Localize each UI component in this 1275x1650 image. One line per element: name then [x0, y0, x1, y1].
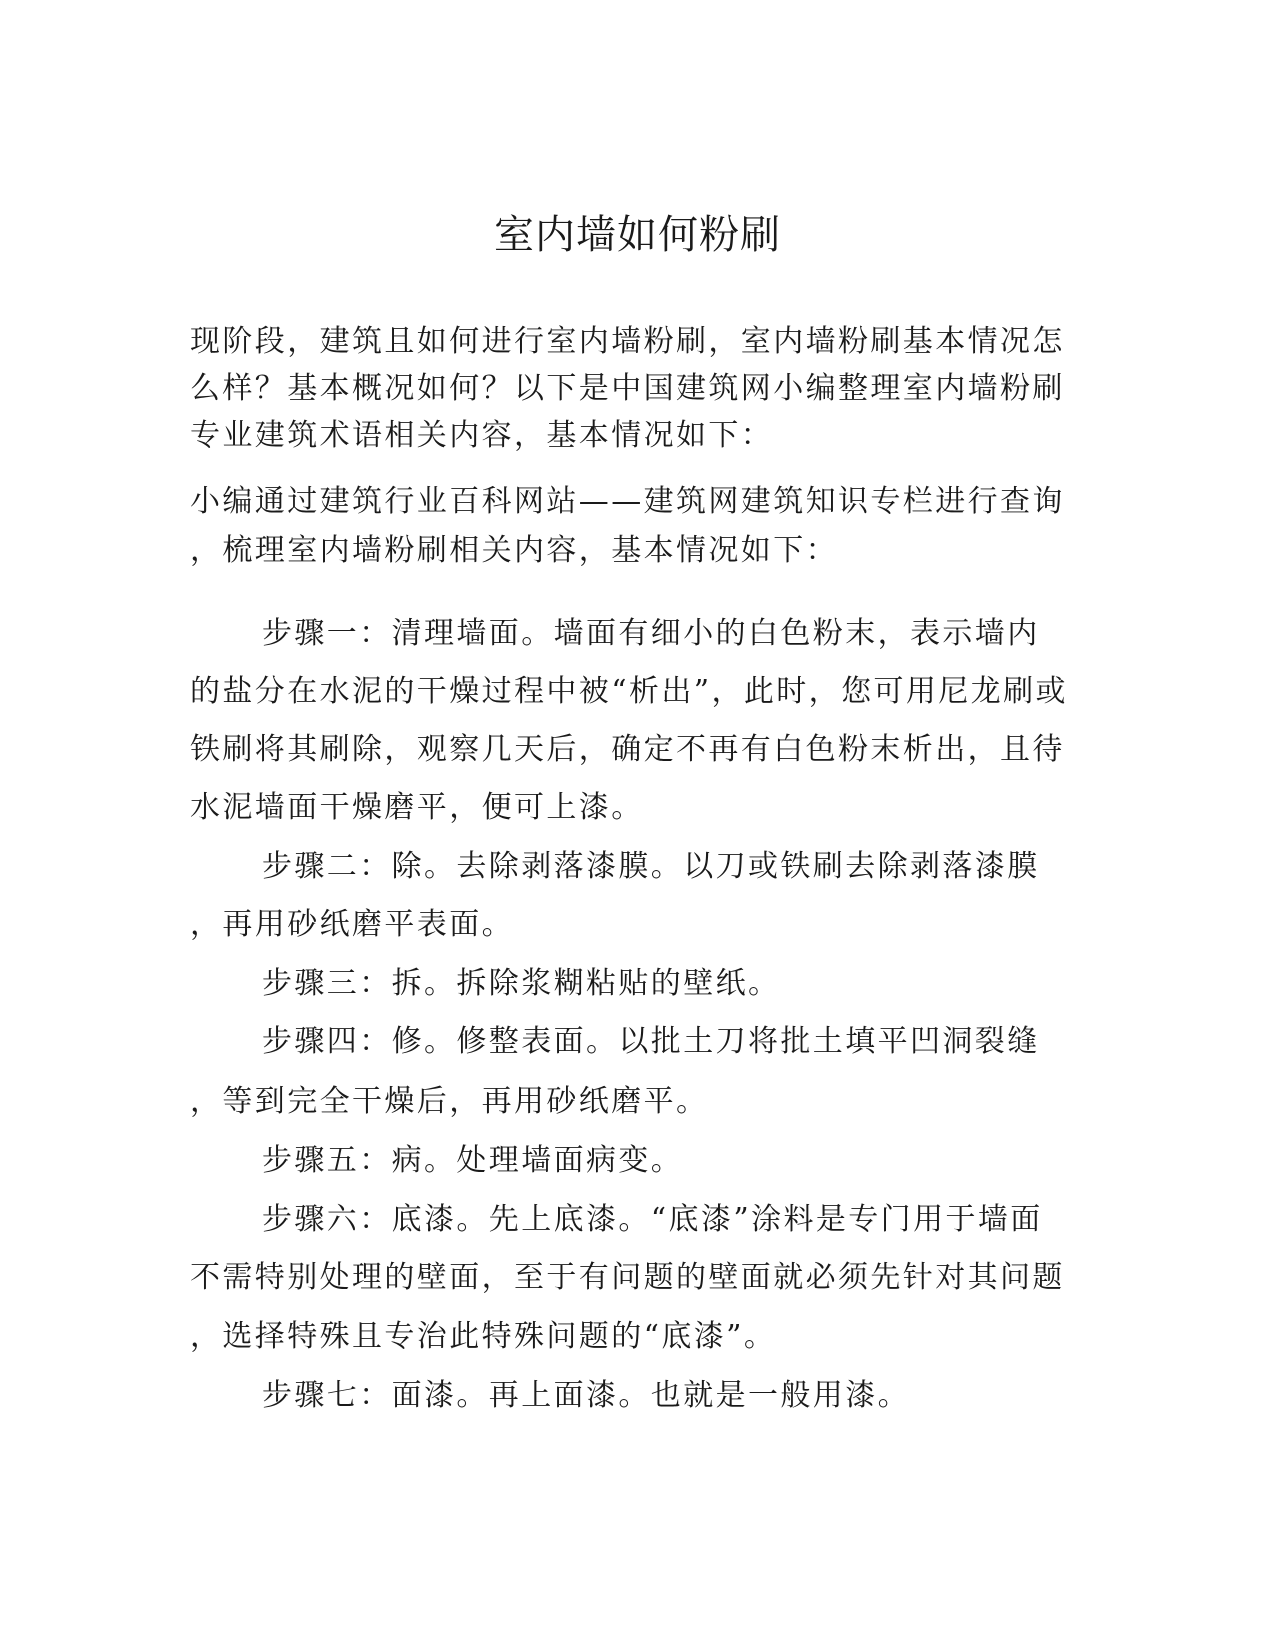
step-6-line: ，选择特殊且专治此特殊问题的“底漆”。 — [190, 1319, 777, 1354]
step-2-line: ，再用砂纸磨平表面。 — [190, 907, 514, 942]
document-title: 室内墙如何粉刷 — [494, 212, 781, 258]
intro-line: 么样？基本概况如何？以下是中国建筑网小编整理室内墙粉刷 — [190, 371, 1065, 406]
step-6-line: 步骤六：底漆。先上底漆。“底漆”涂料是专门用于墙面 — [262, 1202, 1043, 1237]
intro-line: 专业建筑术语相关内容，基本情况如下： — [190, 418, 774, 453]
step-4-line: ，等到完全干燥后，再用砂纸磨平。 — [190, 1084, 709, 1119]
source-line: 小编通过建筑行业百科网站——建筑网建筑知识专栏进行查询 — [190, 484, 1065, 519]
step-3-line: 步骤三：拆。拆除浆糊粘贴的壁纸。 — [262, 966, 781, 1001]
source-line: ，梳理室内墙粉刷相关内容，基本情况如下： — [190, 533, 838, 568]
step-5-line: 步骤五：病。处理墙面病变。 — [262, 1143, 684, 1178]
step-1-line: 铁刷将其刷除，观察几天后，确定不再有白色粉末析出，且待 — [190, 732, 1065, 767]
step-4-line: 步骤四：修。修整表面。以批土刀将批土填平凹洞裂缝 — [262, 1024, 1040, 1059]
step-6-line: 不需特别处理的壁面，至于有问题的壁面就必须先针对其问题 — [190, 1260, 1065, 1295]
step-7-line: 步骤七：面漆。再上面漆。也就是一般用漆。 — [262, 1378, 910, 1413]
step-2-line: 步骤二：除。去除剥落漆膜。以刀或铁刷去除剥落漆膜 — [262, 849, 1040, 884]
intro-line: 现阶段，建筑且如何进行室内墙粉刷，室内墙粉刷基本情况怎 — [190, 324, 1065, 359]
step-1-line: 的盐分在水泥的干燥过程中被“析出”，此时，您可用尼龙刷或 — [190, 674, 1068, 709]
step-1-line: 步骤一：清理墙面。墙面有细小的白色粉末，表示墙内 — [262, 616, 1040, 651]
step-1-line: 水泥墙面干燥磨平，便可上漆。 — [190, 790, 644, 825]
